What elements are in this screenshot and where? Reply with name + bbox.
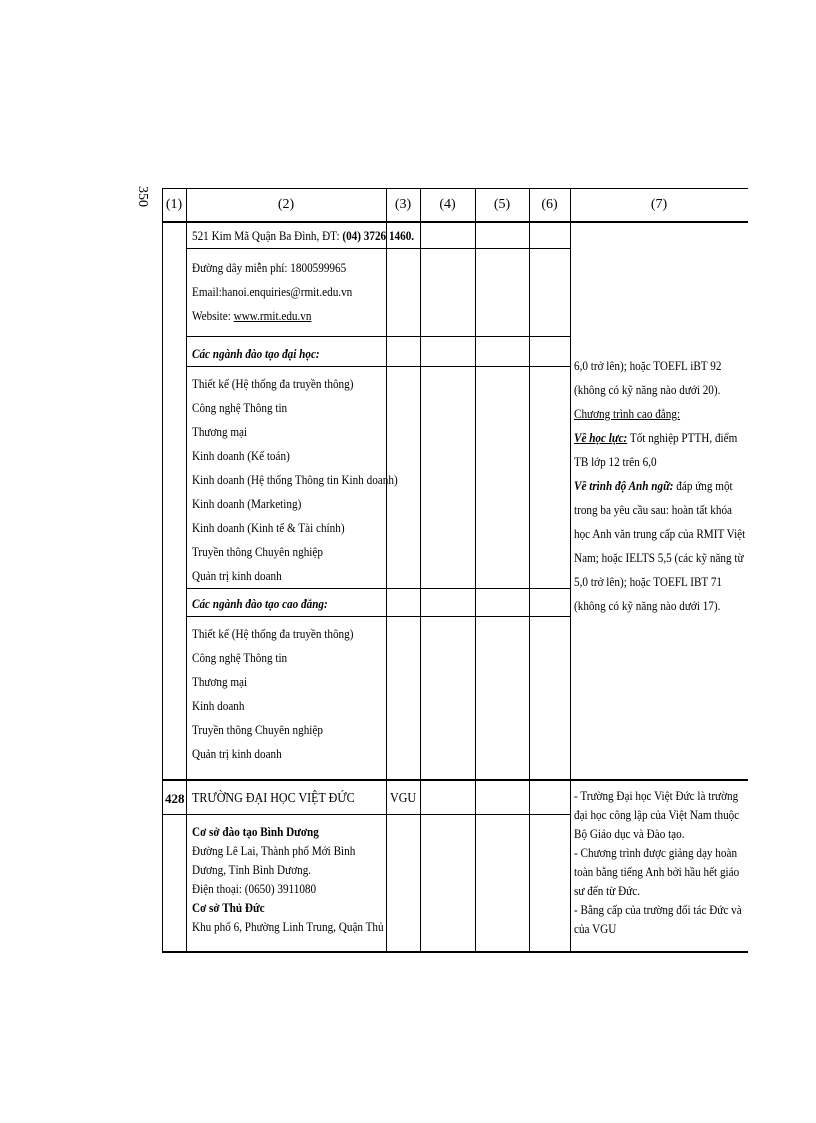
list-item: Kinh doanh	[192, 698, 245, 713]
vgu-number	[165, 787, 185, 811]
rmit-contact	[192, 256, 352, 328]
list-item: Quản trị kinh doanh	[192, 746, 282, 761]
rmit-requirements	[574, 354, 745, 618]
vgu-notes	[574, 786, 742, 950]
college-programs	[192, 622, 353, 766]
table-border-left	[162, 188, 163, 952]
list-item: Kinh doanh (Kinh tế & Tài chính)	[192, 520, 345, 535]
campus1-title: Cơ sở đào tạo Bình Dương	[192, 824, 319, 839]
rmit-address	[192, 224, 414, 248]
vgu-campuses	[192, 822, 384, 936]
list-item: Kinh doanh (Hệ thống Thông tin Kinh doanh)	[192, 472, 398, 487]
row-line-contact	[186, 336, 570, 337]
rmit-phone: (04) 3726 1460.	[342, 228, 415, 243]
row-line-rmit-end	[162, 779, 748, 781]
english-label: Về trình độ Anh ngữ:	[574, 478, 674, 493]
rmit-note-line: Nam; hoặc IELTS 5,5 (các kỹ năng từ	[574, 550, 744, 565]
page-number-text: 350	[135, 186, 150, 207]
rmit-note-line: (không có kỹ năng nào dưới 20).	[574, 382, 721, 397]
admissions-table	[162, 188, 748, 952]
list-item: Thương mại	[192, 424, 248, 439]
rmit-note-line: TB lớp 12 trên 6,0	[574, 454, 657, 469]
vgu-note-line: của VGU	[574, 921, 617, 936]
college-program-title: Chương trình cao đẳng:	[574, 406, 681, 421]
rmit-email: Email:hanoi.enquiries@rmit.edu.vn	[192, 284, 353, 299]
english-text: đáp ứng một	[673, 478, 733, 493]
list-item: Kinh doanh (Marketing)	[192, 496, 302, 511]
vgu-name-text: TRƯỜNG ĐẠI HỌC VIỆT ĐỨC	[192, 791, 355, 806]
rmit-note-line: (không có kỹ năng nào dưới 17).	[574, 598, 721, 613]
campus1-line: Dương, Tỉnh Bình Dương.	[192, 862, 312, 877]
col-divider-5	[529, 188, 530, 952]
list-item: Truyền thông Chuyên nghiệp	[192, 544, 323, 559]
header-col-5: (5)	[493, 197, 511, 212]
header-col-4: (4)	[439, 197, 456, 212]
university-heading-text: Các ngành đào tạo đại học:	[192, 346, 320, 361]
list-item: Thiết kế (Hệ thống đa truyền thông)	[192, 376, 354, 391]
col-divider-6	[570, 188, 571, 952]
academic-label: Về học lực:	[574, 430, 628, 445]
rmit-note-line: học Anh văn trung cấp của RMIT Việt	[574, 526, 746, 541]
page-number	[134, 186, 150, 207]
row-line-uni-heading	[186, 366, 570, 367]
campus1-line: Điện thoại: (0650) 3911080	[192, 881, 317, 896]
row-line-college-heading	[186, 616, 570, 617]
vgu-note-line: đại học công lập của Việt Nam thuộc	[574, 807, 740, 822]
vgu-note-line: toàn bằng tiếng Anh bởi hầu hết giáo	[574, 864, 740, 879]
university-heading	[192, 342, 320, 366]
header-col-7: (7)	[650, 197, 668, 212]
rmit-note-line: trong ba yêu cầu sau: hoàn tất khóa	[574, 502, 733, 517]
rmit-hotline: Đường dây miễn phí: 1800599965	[192, 260, 347, 275]
list-item: Thương mại	[192, 674, 248, 689]
college-heading	[192, 592, 328, 616]
vgu-note-line: sư đến từ Đức.	[574, 883, 641, 898]
vgu-note-line: - Bằng cấp của trường đối tác Đức và	[574, 902, 742, 917]
university-programs	[192, 372, 398, 588]
vgu-name	[192, 787, 355, 811]
col-divider-1	[186, 188, 187, 952]
row-line-uni-programs	[186, 588, 570, 589]
row-line-address	[186, 248, 570, 249]
campus2-line: Khu phố 6, Phường Linh Trung, Quận Thủ	[192, 919, 384, 934]
list-item: Công nghệ Thông tin	[192, 400, 288, 415]
list-item: Quản trị kinh doanh	[192, 568, 282, 583]
vgu-note-line: Bộ Giáo dục và Đào tạo.	[574, 826, 685, 841]
rmit-note-line: 6,0 trở lên); hoặc TOEFL iBT 92	[574, 358, 722, 373]
col-divider-3	[420, 188, 421, 952]
header-col-6: (6)	[541, 197, 558, 212]
vgu-note-line: - Chương trình được giảng dạy hoàn	[574, 845, 738, 860]
campus1-line: Đường Lê Lai, Thành phố Mới Bình	[192, 843, 356, 858]
list-item: Truyền thông Chuyên nghiệp	[192, 722, 323, 737]
vgu-code-text: VGU	[390, 791, 417, 806]
header-col-3: (3)	[394, 197, 412, 212]
list-item: Thiết kế (Hệ thống đa truyền thông)	[192, 626, 354, 641]
college-heading-text: Các ngành đào tạo cao đẳng:	[192, 596, 328, 611]
row-line-vgu-name	[162, 814, 570, 815]
vgu-number-text: 428	[165, 791, 185, 806]
rmit-address-text: 521 Kim Mã Quận Ba Đình, ĐT:	[192, 228, 343, 243]
academic-text: Tốt nghiệp PTTH, điểm	[627, 430, 738, 445]
rmit-website-label: Website:	[192, 308, 234, 323]
header-col-2: (2)	[277, 197, 295, 212]
vgu-code	[390, 787, 416, 811]
vgu-note-line: - Trường Đại học Việt Đức là trường	[574, 788, 739, 803]
list-item: Kinh doanh (Kế toán)	[192, 448, 290, 463]
campus2-title: Cơ sở Thủ Đức	[192, 900, 265, 915]
col-divider-4	[475, 188, 476, 952]
rmit-website-link[interactable]: www.rmit.edu.vn	[233, 308, 312, 323]
header-col-1: (1)	[165, 197, 183, 212]
list-item: Công nghệ Thông tin	[192, 650, 288, 665]
table-border-bottom	[162, 951, 748, 953]
rmit-note-line: 5,0 trở lên); hoặc TOEFL IBT 71	[574, 574, 723, 589]
